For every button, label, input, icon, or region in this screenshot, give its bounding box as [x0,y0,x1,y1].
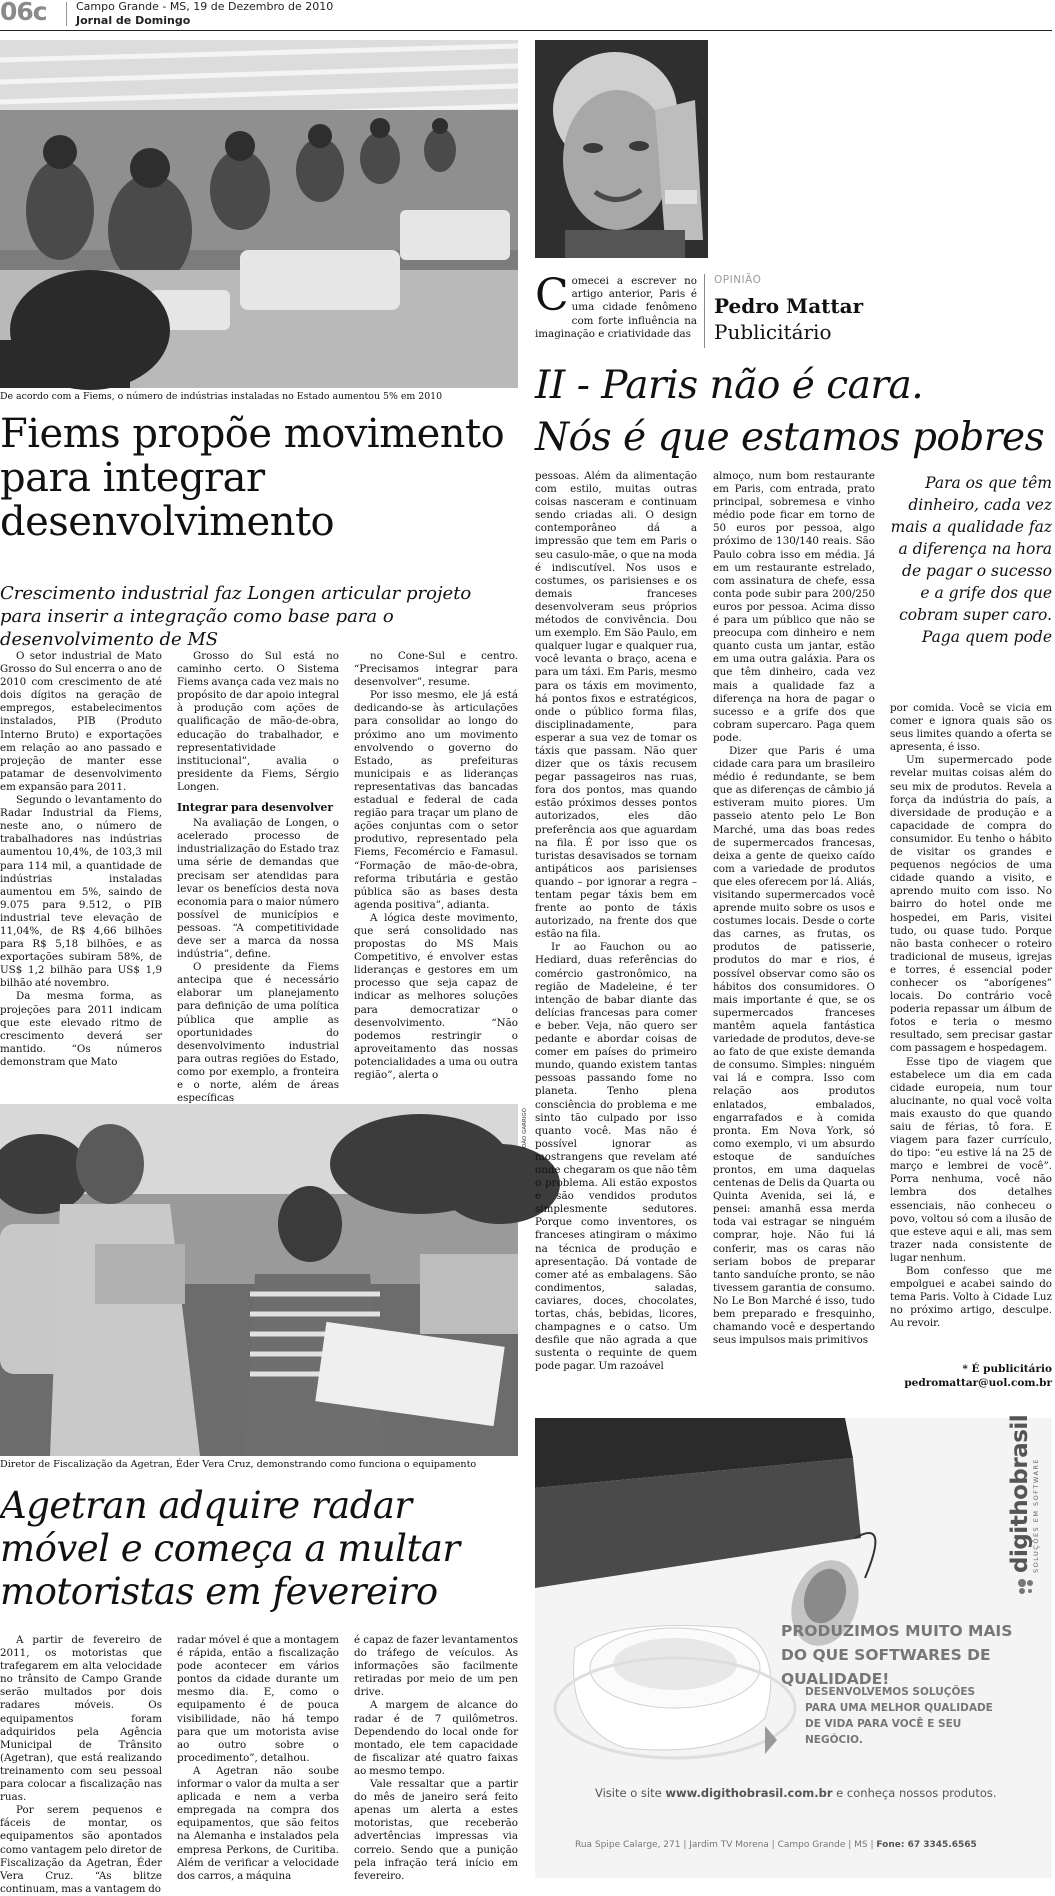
ad-visit-line [595,1786,1055,1800]
signoff-email: pedromattar@uol.com.br [904,1377,1052,1389]
fiems-column-2 [177,650,339,1105]
opinion-headline-line-2: Nós é que estamos pobres [535,415,1045,460]
paragraph: Na avaliação de Longen, o acelerado processo de industrialização do Estado traz uma série de demandas que precisam ser atendidas para levar os benefícios desta nova economia para o maior número possível de municípios e pessoas. “A competitividade deve ser a marca da nossa indústria”, define. [177,817,339,961]
agetran-column-3 [354,1634,518,1882]
paragraph: almoço, num bom restaurante em Paris, com entrada, prato principal, sobremesa e vinho médio pode ficar em torno de 50 euros por pessoa, algo próximo de 130/140 reais. São Paulo cobra isso em média. Já em um restaurante estrelado, com assinatura de chefe, essa conta pode subir para 200/250 euros por pessoa. Acima disso é para um público que não se preocupa com dinheiro e nem quanto custa um jantar, estão em uma outra galáxia. Para os que têm dinheiro, cada vez mais a qualidade faz a diferença na hora de pagar o sucesso e a grife dos que cobram supercaro. Paga quem pode. [713,470,875,744]
signoff-role: * É publicitário [962,1363,1052,1375]
agetran-photo-credit: JOÃO GARRIGÓ [522,1108,528,1150]
header-divider [66,2,67,26]
paragraph: Da mesma forma, as projeções para 2011 indicam que este elevado ritmo de crescimento deverá ser mantido. “Os números demonstram que Mato [0,990,162,1068]
ad-visit-prefix: Visite o site [595,1786,666,1800]
paragraph: A margem de alcance do radar é de 7 quilômetros. Dependendo do local onde for montado, ele tem capacidade de fiscalizar até quatro faixas ao mesmo tempo. [354,1699,518,1777]
opinion-author: Pedro Mattar [714,294,864,318]
brand-name: digithobrasil [1007,1414,1033,1573]
opinion-signoff [890,1362,1052,1390]
header-place-date: Campo Grande - MS, 19 de Dezembro de 2010 [76,0,334,13]
opinion-intro-text: omecei a escrever no artigo anterior, Paris é uma cidade fenômeno com forte influência na imaginação e criatividade das [535,275,697,340]
opinion-column-2 [713,470,875,1392]
ad-address: Rua Spipe Calarge, 271 | Jardim TV Morena | Campo Grande | MS | [575,1840,874,1850]
paragraph: Ir ao Fauchon ou ao Hediard, duas referências do comércio gastronômico, na região de Madeleine, é ter intenção de babar diante das delícias francesas para comer e beber. Veja, não quero ser pedante e abordar coisas de comer em países do primeiro mundo, quando existem tantas pessoas passando fome no planeta. Tenho plena consciência do problema e me sinto tão culpado por isso quanto você. Mas não é possível ignorar as mostrangens que revelam até onde chegaram os que não têm o problema. Ali estão expostos e são vendidos produtos simplesmente sedutores. Porque como inventores, os franceses atingiram o máximo na técnica de produção e apresentação. Dá vontade de comer até as embalagens. São condimentos, saladas, caviares, doces, chocolates, tortas, chás, bebidas, licores, champagnes e o catso. Um desfile que não agrada a que sustenta o requinte de quem pode pagar. Um razoável [535,941,697,1373]
paragraph: A lógica deste movimento, que será consolidado nas propostas do MS Mais Competitivo, é envolver estas lideranças e gestores em um processo que seja capaz de indicar as melhores soluções para democratizar o desenvolvimento. “Não podemos restringir o aproveitamento das nossas potencialidades a uma ou outra região”, alerta o [354,911,518,1081]
agetran-photo [0,1104,518,1456]
factory-photo-caption: De acordo com a Fiems, o número de indústrias instaladas no Estado aumentou 5% em 2010 [0,391,443,402]
opinion-column-3 [890,702,1052,1372]
page-number: 06c [0,0,47,26]
paragraph: Segundo o levantamento do Radar Industrial da Fiems, neste ano, o número de trabalhadores nas indústrias aumentou 10,4%, de 103,3 mil para 114 mil, a quantidade de indústrias instaladas aumentou em 5%, saindo de 9.075 para 9.512, o PIB industrial teve elevação de 11,04%, de R$ 4,66 bilhões para R$ 5,18 bilhões, e as exportações subiram 58%, de US$ 1,2 bilhão para US$ 1,9 bilhão até novembro. [0,794,162,990]
ad-visit-suffix: e conheça nossos produtos. [832,1786,997,1800]
brand-logo-mark [1017,1578,1035,1596]
paragraph: O presidente da Fiems antecipa que é necessário elaborar um planejamento para definição de uma política pública que amplie as oportunidades do desenvolvimento industrial para outras regiões do Estado, como por exemplo, a fronteira e o norte, além de áreas específicas [177,961,339,1105]
paragraph: pessoas. Além da alimentação com estilo, muitas outras coisas nasceram e continuam sendo criadas ali. O design contemporâneo dá a impressão que tem em Paris o seu casulo-mãe, o que na moda é indiscutível. Nos usos e costumes, os parisienses e os demais franceses desenvolveram seus próprios métodos de convivência. Dou um exemplo. Em São Paulo, em qualquer lugar e qualquer rua, você levanta o braço, acena e para um táxi. Em Paris, mesmo para os táxis em movimento, há pontos fixos e estratégicos, onde o público forma filas, disciplinadamente, para esperar a sua vez de tomar os táxis que passam. Não quer dizer que os táxis recusem pegar passageiros nas ruas, fora dos pontos, mas quando estão próximos desses pontos autorizados, eles dão preferência aos que aguardam na fila. É por isso que os turistas desavisados se tornam antipáticos aos parisienses quando – por ignorar a regra – tentam pegar táxis bem em frente ao ponto de táxis autorizado, na frente dos que estão na fila. [535,470,697,941]
paragraph: por comida. Você se vicia em comer e ignora quais são os seus limites quando a oferta se apresenta, é isso. [890,702,1052,754]
factory-photo-art [0,40,518,388]
header-rule [0,30,1052,31]
ad-brand-block [1005,1414,1045,1598]
opinion-kicker: OPINIÃO [714,274,762,286]
drop-cap: C [535,270,569,321]
brand-tagline: SOLUÇÕES EM SOFTWARE [1032,1457,1040,1573]
factory-photo [0,40,518,388]
header-section: Jornal de Domingo [76,14,191,27]
agetran-column-1 [0,1634,162,1895]
ad-headline: PRODUZIMOS MUITO MAIS DO QUE SOFTWARES DE QUALIDADE! [781,1622,1013,1688]
agetran-photo-art [0,1104,518,1456]
opinion-author-role: Publicitário [714,320,832,344]
paragraph: O setor industrial de Mato Grosso do Sul encerra o ano de 2010 com crescimento de até dois dígitos na geração de empregos, estabelecimentos instalados, PIB (Produto Interno Bruto) e exportações em relação ao ano passado e projeção de manter esse patamar de desenvolvimento em expansão para 2011. [0,650,162,793]
paragraph: Esse tipo de viagem que estabelece um dia em cada cidade europeia, num tour alucinante, no qual você volta mais exausto do que quando saiu de férias, tô fora. E viagem para fazer currículo, do tipo: “eu estive lá na 25 de março e lembrei de você”. Porra nenhuma, você não lembra dos detalhes essenciais, não conheceu o povo, voltou só com a ilusão de que esteve aqui e ali, mas sem trazer nada consistente de lugar nenhum. [890,1055,1052,1264]
brand-logo-icon [1017,1578,1035,1596]
paragraph: Bom confesso que me empolguei e acabei saindo do tema Paris. Volto à Cidade Luz no próximo artigo, desculpe. Au revoir. [890,1265,1052,1330]
paragraph: A partir de fevereiro de 2011, os motoristas que trafegarem em alta velocidade no trânsito de Campo Grande serão multados por dois radares móveis. Os equipamentos foram adquiridos pela Agência Municipal de Trânsito (Agetran), que está realizando treinamento com seu pessoal para colocar a fiscalização nas ruas. [0,1634,162,1804]
paragraph: Vale ressaltar que a partir do mês de janeiro será feito apenas um alerta a estes motoristas, que receberão advertências impressas via correio. Sendo que a punição pela infração terá início em fevereiro. [354,1778,518,1882]
opinion-intro [535,270,697,341]
opinion-headline-line-1: II - Paris não é cara. [535,363,924,408]
paragraph: Por serem pequenos e fáceis de montar, os equipamentos são apontados como vantagem pelo diretor de Fiscalização da Agetran, Éder Vera Cruz. “As blitze continuam, mas a vantagem do [0,1804,162,1895]
ad-website-link[interactable]: www.digithobrasil.com.br [665,1786,833,1800]
paragraph: radar móvel é que a montagem é rápida, então a fiscalização pode acontecer em vários pontos da cidade durante um mesmo dia. E, como o equipamento é de pouca visibilidade, não há tempo para que um motorista avise ao outro sobre o procedimento”, detalhou. [177,1634,339,1764]
author-portrait [535,40,708,258]
page-header [0,0,1052,30]
author-portrait-art [535,40,708,258]
paragraph: Um supermercado pode revelar muitas coisas além do seu mix de produtos. Revela a força da indústria do país, a diversidade de produção e a capacidade de compra do consumidor. Eu tenho o hábito de visitar os grandes e pequenos negócios de uma cidade quando a visito, e aprendo muito com isso. No bairro do hotel onde me hospedei, em Paris, visitei tudo, ou quase tudo. Porque não basta conhecer o roteiro tradicional de museus, igrejas e torres, é essencial poder conhecer os “aborígenes” locais. Do contrário você poderia repassar um álbum de fotos e teria o mesmo resultado, sem precisar gastar com passagem e hospedagem. [890,754,1052,1055]
paragraph: Por isso mesmo, ele já está dedicando-se às articulações para consolidar ao longo do próximo ano um movimento envolvendo o governo do Estado, as prefeituras municipais e as lideranças representativas das bancadas estadual e federal de cada região para traçar um plano de ações conjuntas com o setor produtivo, representado pela Fiems, Fecomércio e Famasul. “Formação de mão-de-obra, reforma tributária e gestão pública são as bases desta agenda positiva”, adianta. [354,689,518,911]
fiems-subhead: Crescimento industrial faz Longen articular projeto para inserir a integração como base para o desenvolvimento de MS [0,583,472,650]
paragraph: é capaz de fazer levantamentos do tráfego de veículos. As informações são facilmente retiradas por meio de um pen drive. [354,1634,518,1699]
fiems-headline: Fiems propõe movimento para integrar desenvolvimento [0,411,505,545]
opinion-byline-divider [704,274,705,348]
paragraph: no Cone-Sul e centro. “Precisamos integrar para desenvolver”, resume. [354,650,518,689]
agetran-column-2 [177,1634,339,1882]
fiems-column-1 [0,650,162,1102]
fiems-intertitle: Integrar para desenvolver [177,801,334,815]
opinion-pull-quote: Para os que têm dinheiro, cada vez mais a qualidade faz a diferença na hora de pagar o sucesso e a grife dos que cobram super caro. Paga quem pode [890,474,1052,646]
ad-subline: DESENVOLVEMOS SOLUÇÕES PARA UMA MELHOR QUALIDADE DE VIDA PARA VOCÊ E SEU NEGÓCIO. [805,1686,993,1746]
opinion-column-1 [535,470,697,1392]
agetran-photo-caption: Diretor de Fiscalização da Agetran, Éder Vera Cruz, demonstrando como funciona o equipamento [0,1459,477,1470]
agetran-headline: Agetran adquire radar móvel e começa a multar motoristas em fevereiro [0,1484,460,1613]
ad-contact-line [575,1840,1045,1850]
ad-phone: Fone: 67 3345.6565 [876,1840,977,1850]
fiems-column-3 [354,650,518,1102]
digitho-advertisement[interactable] [535,1414,1052,1878]
paragraph: A Agetran não soube informar o valor da multa a ser aplicada e nem a verba empregada na compra dos equipamentos, que são feitos na Alemanha e instalados pela empresa Perkons, de Curitiba. Além de verificar a velocidade dos carros, a máquina [177,1764,339,1882]
paragraph: Grosso do Sul está no caminho certo. O Sistema Fiems avança cada vez mais no propósito de dar apoio integral à produção com ações de qualificação de mão-de-obra, educação do trabalhador, e representatividade institucional”, avalia o presidente da Fiems, Sérgio Longen. [177,650,339,793]
paragraph: Dizer que Paris é uma cidade cara para um brasileiro médio é redundante, se bem que as diferenças de câmbio já estiveram muito piores. Um passeio atento pelo Le Bon Marché, uma das boas redes de supermercados francesas, deixa a gente de queixo caído com a variedade de produtos que eles oferecem por lá. Aliás, visitando supermercados você aprende muito sobre os usos e costumes locais. Desde o corte das carnes, as frutas, os produtos de patisserie, produtos do mar e rios, é possível observar como são os hábitos dos consumidores. O mais importante é que, se os supermercados franceses mantêm aquela fantástica variedade de produtos, deve-se ao fato de que existe demanda de consumo. Simples: ninguém vai lá e compra. Isso com relação aos produtos enlatados, embalados, engarrafados e à comida pronta. Em Nova York, só como exemplo, vi um absurdo estoque de sanduíches prontos, em uma daquelas centenas de Delis da Quarta ou Quinta Avenida, sei lá, e pensei: amanhã essa merda toda vai estragar se ninguém comprar, hoje. Não fui lá conferir, mas os caras não seriam bobos de preparar tanto sanduíche pronto, se não tivessem garantia de consumo. No Le Bon Marché é isso, tudo bem preparado e fresquinho, chamando você e despertando seus impulsos mais primitivos [713,744,875,1347]
